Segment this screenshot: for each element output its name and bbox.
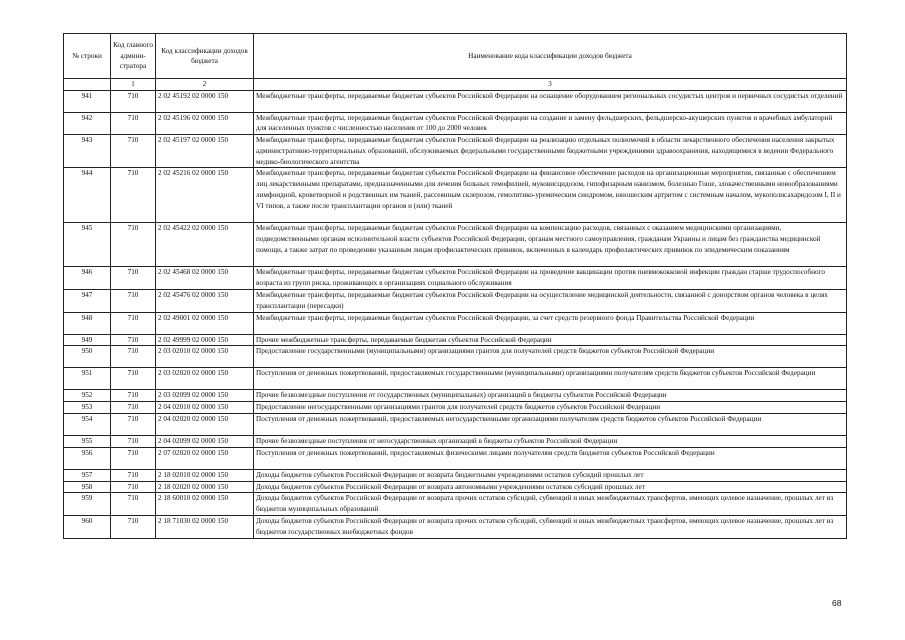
header-classification-code: Код классификации доходов бюджета [156,34,254,79]
classification-code-cell: 2 04 02010 02 0000 150 [156,402,254,414]
admin-code-cell: 710 [111,346,156,368]
classification-code-cell: 2 04 02099 02 0000 150 [156,436,254,448]
code-name-cell: Межбюджетные трансферты, передаваемые бюджетам субъектов Российской Федерации на реализацию отдельных полномочий в области лекарственного обеспечения населения закрытых административно-территориальных образований, обслуживаемых федеральными государственными бюджетными учреждениями здравоохранения, находящимися в ведении Федерального медико-биологического агентства [254,135,847,168]
header-code-name: Наименование кода классификации доходов бюджета [254,34,847,79]
row-number-cell: 941 [64,90,111,112]
admin-code-cell: 710 [111,390,156,402]
admin-code-cell: 710 [111,135,156,168]
table-row [64,402,847,414]
code-name-cell: Прочие межбюджетные трансферты, передаваемые бюджетам субъектов Российской Федерации [254,334,847,346]
header-admin-code: Код главного админи-стратора [111,34,156,79]
code-name-cell: Поступления от денежных пожертвований, предоставляемых государственными (муниципальными) организациями получателям средств бюджетов субъектов Российской Федерации [254,368,847,390]
classification-code-cell: 2 18 02010 02 0000 150 [156,469,254,481]
admin-code-cell: 710 [111,334,156,346]
row-number-cell: 952 [64,390,111,402]
table-row [64,516,847,539]
code-name-cell: Межбюджетные трансферты, передаваемые бюджетам субъектов Российской Федерации на финансовое обеспечение расходов на организационные мероприятия, связанные с обеспечением лиц лекарственными препаратами, предназначенными для лечения больных гемофилией, муковисцидозом, гипофизарным нанизмом, болезнью Гоше, злокачественными новообразованиями лимфоидной, кроветворной и родственных им тканей, рассеянным склерозом, гемолитико-уремическим синдромом, юношеским артритом с системным началом, мукополисахаридозом I, II и VI типов, а также после трансплантации органов и (или) тканей [254,168,847,223]
table-row [64,390,847,402]
table-row [64,135,847,168]
table-header-row [64,34,847,79]
code-name-cell: Прочие безвозмездные поступления от государственных (муниципальных) организаций в бюджеты субъектов Российской Федерации [254,390,847,402]
income-classification-table [63,33,847,539]
code-name-cell: Межбюджетные трансферты, передаваемые бюджетам субъектов Российской Федерации на проведение вакцинации против пневмококковой инфекции граждан старше трудоспособного возраста из групп риска, проживающих в организациях социального обслуживания [254,267,847,290]
admin-code-cell: 710 [111,112,156,135]
code-name-cell: Поступления от денежных пожертвований, предоставляемых негосударственными организациями получателям средств бюджетов субъектов Российской Федерации [254,414,847,436]
table-row [64,447,847,469]
classification-code-cell: 2 02 45196 02 0000 150 [156,112,254,135]
row-number-cell: 958 [64,481,111,493]
column-number: 1 [111,79,156,91]
row-number-cell: 946 [64,267,111,290]
code-name-cell: Межбюджетные трансферты, передаваемые бюджетам субъектов Российской Федерации на оснащение оборудованием региональных сосудистых центров и первичных сосудистых отделений [254,90,847,112]
row-number-cell: 942 [64,112,111,135]
row-number-cell: 955 [64,436,111,448]
row-number-cell: 945 [64,223,111,267]
code-name-cell: Прочие безвозмездные поступления от негосударственных организаций в бюджеты субъектов Российской Федерации [254,436,847,448]
table-row [64,267,847,290]
row-number-cell: 948 [64,312,111,334]
classification-code-cell: 2 02 45192 02 0000 150 [156,90,254,112]
classification-code-cell: 2 02 49001 02 0000 150 [156,312,254,334]
code-name-cell: Предоставление государственными (муниципальными) организациями грантов для получателей средств бюджетов субъектов Российской Федерации [254,346,847,368]
table-row [64,112,847,135]
classification-code-cell: 2 07 02020 02 0000 150 [156,447,254,469]
admin-code-cell: 710 [111,267,156,290]
table-row [64,414,847,436]
column-number: 2 [156,79,254,91]
page-number: 68 [832,598,842,608]
table-row [64,334,847,346]
code-name-cell: Доходы бюджетов субъектов Российской Федерации от возврата прочих остатков субсидий, субвенций и иных межбюджетных трансфертов, имеющих целевое назначение, прошлых лет из бюджетов государственных внебюджетных фондов [254,516,847,539]
table-row [64,346,847,368]
classification-code-cell: 2 03 02020 02 0000 150 [156,368,254,390]
row-number-cell: 944 [64,168,111,223]
classification-code-cell: 2 02 49999 02 0000 150 [156,334,254,346]
admin-code-cell: 710 [111,368,156,390]
row-number-cell: 957 [64,469,111,481]
table-row [64,368,847,390]
row-number-cell: 950 [64,346,111,368]
row-number-cell: 949 [64,334,111,346]
classification-code-cell: 2 02 45197 02 0000 150 [156,135,254,168]
table-row [64,90,847,112]
classification-code-cell: 2 02 45468 02 0000 150 [156,267,254,290]
classification-code-cell: 2 18 60010 02 0000 150 [156,493,254,516]
code-name-cell: Межбюджетные трансферты, передаваемые бюджетам субъектов Российской Федерации на осуществление медицинской деятельности, связанной с донорством органов человека в целях трансплантации (пересадки) [254,290,847,313]
table-row [64,493,847,516]
table-row [64,290,847,313]
row-number-cell: 951 [64,368,111,390]
row-number-cell: 947 [64,290,111,313]
admin-code-cell: 710 [111,414,156,436]
admin-code-cell: 710 [111,312,156,334]
admin-code-cell: 710 [111,493,156,516]
admin-code-cell: 710 [111,223,156,267]
table-row [64,481,847,493]
admin-code-cell: 710 [111,469,156,481]
classification-code-cell: 2 03 02010 02 0000 150 [156,346,254,368]
code-name-cell: Межбюджетные трансферты, передаваемые бюджетам субъектов Российской Федерации на компенсацию расходов, связанных с оказанием медицинскими организациями, подведомственными органам исполнительной власти субъектов Российской Федерации, органам местного самоуправления, гражданам Украины и лицам без гражданства медицинской помощи, а также затрат по проведению указанным лицам профилактических прививок, включенных в календарь профилактических прививок по эпидемическим показаниям [254,223,847,267]
row-number-cell: 960 [64,516,111,539]
code-name-cell: Доходы бюджетов субъектов Российской Федерации от возврата автономными учреждениями остатков субсидий прошлых лет [254,481,847,493]
table-row [64,436,847,448]
code-name-cell: Доходы бюджетов субъектов Российской Федерации от возврата прочих остатков субсидий, субвенций и иных межбюджетных трансфертов, имеющих целевое назначение, прошлых лет из бюджетов муниципальных образований [254,493,847,516]
row-number-cell: 954 [64,414,111,436]
admin-code-cell: 710 [111,447,156,469]
admin-code-cell: 710 [111,290,156,313]
row-number-cell: 943 [64,135,111,168]
admin-code-cell: 710 [111,516,156,539]
classification-code-cell: 2 02 45476 02 0000 150 [156,290,254,313]
classification-code-cell: 2 03 02099 02 0000 150 [156,390,254,402]
table-body [64,90,847,538]
row-number-cell: 953 [64,402,111,414]
code-name-cell: Предоставление негосударственными организациями грантов для получателей средств бюджетов субъектов Российской Федерации [254,402,847,414]
table-row [64,223,847,267]
row-number-cell: 959 [64,493,111,516]
code-name-cell: Поступления от денежных пожертвований, предоставляемых физическими лицами получателям средств бюджетов субъектов Российской Федерации [254,447,847,469]
table-row [64,168,847,223]
admin-code-cell: 710 [111,436,156,448]
admin-code-cell: 710 [111,90,156,112]
classification-code-cell: 2 04 02020 02 0000 150 [156,414,254,436]
row-number-cell: 956 [64,447,111,469]
admin-code-cell: 710 [111,402,156,414]
classification-code-cell: 2 02 45422 02 0000 150 [156,223,254,267]
code-name-cell: Доходы бюджетов субъектов Российской Федерации от возврата бюджетными учреждениями остатков субсидий прошлых лет [254,469,847,481]
admin-code-cell: 710 [111,168,156,223]
table-row [64,469,847,481]
header-row-number: № строки [64,34,111,79]
column-number-empty [64,79,111,91]
classification-code-cell: 2 18 71030 02 0000 150 [156,516,254,539]
code-name-cell: Межбюджетные трансферты, передаваемые бюджетам субъектов Российской Федерации, за счет средств резервного фонда Правительства Российской Федерации [254,312,847,334]
classification-code-cell: 2 02 45216 02 0000 150 [156,168,254,223]
code-name-cell: Межбюджетные трансферты, передаваемые бюджетам субъектов Российской Федерации на создание и замену фельдшерских, фельдшерско-акушерских пунктов и врачебных амбулаторий для населенных пунктов с численностью населения от 100 до 2000 человек [254,112,847,135]
admin-code-cell: 710 [111,481,156,493]
column-number: 3 [254,79,847,91]
table-column-numbers-row [64,79,847,91]
table-row [64,312,847,334]
classification-code-cell: 2 18 02020 02 0000 150 [156,481,254,493]
